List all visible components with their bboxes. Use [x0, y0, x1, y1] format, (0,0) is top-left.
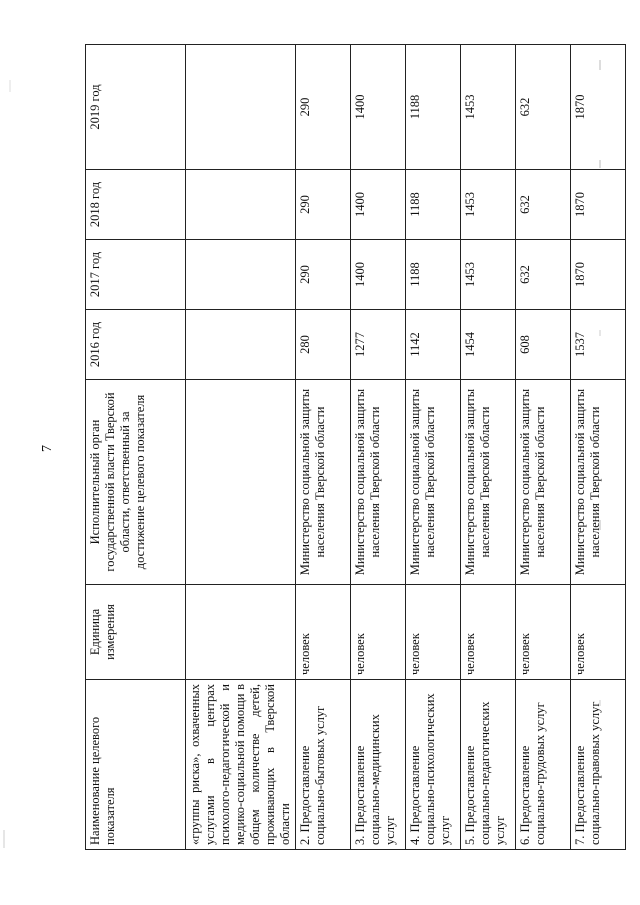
cell-2017: 1400 — [351, 240, 406, 310]
header-2017: 2017 год — [86, 240, 186, 310]
header-name: Наименование целевого показателя — [86, 680, 186, 850]
cell-unit: человек — [296, 585, 351, 680]
header-2019: 2019 год — [86, 45, 186, 170]
cell-2017: 1870 — [571, 240, 626, 310]
cell-name: 3. Предоставление социально-медицинских услуг — [351, 680, 406, 850]
cell-2018: 632 — [516, 170, 571, 240]
cell-org: Министерство социальной защиты населения Тверской области — [516, 380, 571, 585]
cell-2019: 290 — [296, 45, 351, 170]
page-number: 7 — [40, 445, 55, 452]
table-row — [516, 45, 571, 850]
cell-2019: 632 — [516, 45, 571, 170]
cell-name: 4. Предоставление социально-психологических услуг — [406, 680, 461, 850]
cell-2017: 1453 — [461, 240, 516, 310]
cell-2016: 1454 — [461, 310, 516, 380]
cell-unit: человек — [351, 585, 406, 680]
table-row — [461, 45, 516, 850]
table-row — [406, 45, 461, 850]
cell-2018: 290 — [296, 170, 351, 240]
table-row — [296, 45, 351, 850]
table-row — [571, 45, 626, 850]
cell-2017: 290 — [296, 240, 351, 310]
cell-unit: человек — [516, 585, 571, 680]
cell-name: «группы риска», охваченных услугами в центрах психолого-педагогической и медико-социальной помощи в общем количестве детей, проживающих в Тверской области — [186, 680, 296, 850]
cell-2016: 280 — [296, 310, 351, 380]
cell-2016: 608 — [516, 310, 571, 380]
header-2018: 2018 год — [86, 170, 186, 240]
cell-unit: человек — [571, 585, 626, 680]
cell-2019: 1870 — [571, 45, 626, 170]
table-row-continuation — [186, 45, 296, 850]
header-unit: Единица измерения — [86, 585, 186, 680]
cell-name: 6. Предоставление социально-трудовых услуг — [516, 680, 571, 850]
rotated-table-container — [85, 45, 602, 850]
header-2016: 2016 год — [86, 310, 186, 380]
cell-unit: человек — [406, 585, 461, 680]
cell-org: Министерство социальной защиты населения Тверской области — [406, 380, 461, 585]
cell-name: 5. Предоставление социально-педагогических услуг — [461, 680, 516, 850]
cell-2018: 1453 — [461, 170, 516, 240]
cell-2018: 1400 — [351, 170, 406, 240]
cell-2017: 632 — [516, 240, 571, 310]
cell-2018: 1870 — [571, 170, 626, 240]
cell-2016: 1142 — [406, 310, 461, 380]
indicator-table — [85, 44, 626, 850]
cell-name: 2. Предоставление социально-бытовых услуг — [296, 680, 351, 850]
cell-2018: 1188 — [406, 170, 461, 240]
cell-org: Министерство социальной защиты населения Тверской области — [296, 380, 351, 585]
cell-org: Министерство социальной защиты населения Тверской области — [571, 380, 626, 585]
cell-2016: 1537 — [571, 310, 626, 380]
cell-2016: 1277 — [351, 310, 406, 380]
header-org: Исполнительный орган государственной власти Тверской области, ответственный за достижение целевого показателя — [86, 380, 186, 585]
table-header-row — [86, 45, 186, 850]
cell-org: Министерство социальной защиты населения Тверской области — [461, 380, 516, 585]
cell-name: 7. Предоставление социально-правовых услуг — [571, 680, 626, 850]
cell-2019: 1453 — [461, 45, 516, 170]
cell-org: Министерство социальной защиты населения Тверской области — [351, 380, 406, 585]
cell-2019: 1188 — [406, 45, 461, 170]
cell-2017: 1188 — [406, 240, 461, 310]
table-row — [351, 45, 406, 850]
cell-unit: человек — [461, 585, 516, 680]
cell-2019: 1400 — [351, 45, 406, 170]
